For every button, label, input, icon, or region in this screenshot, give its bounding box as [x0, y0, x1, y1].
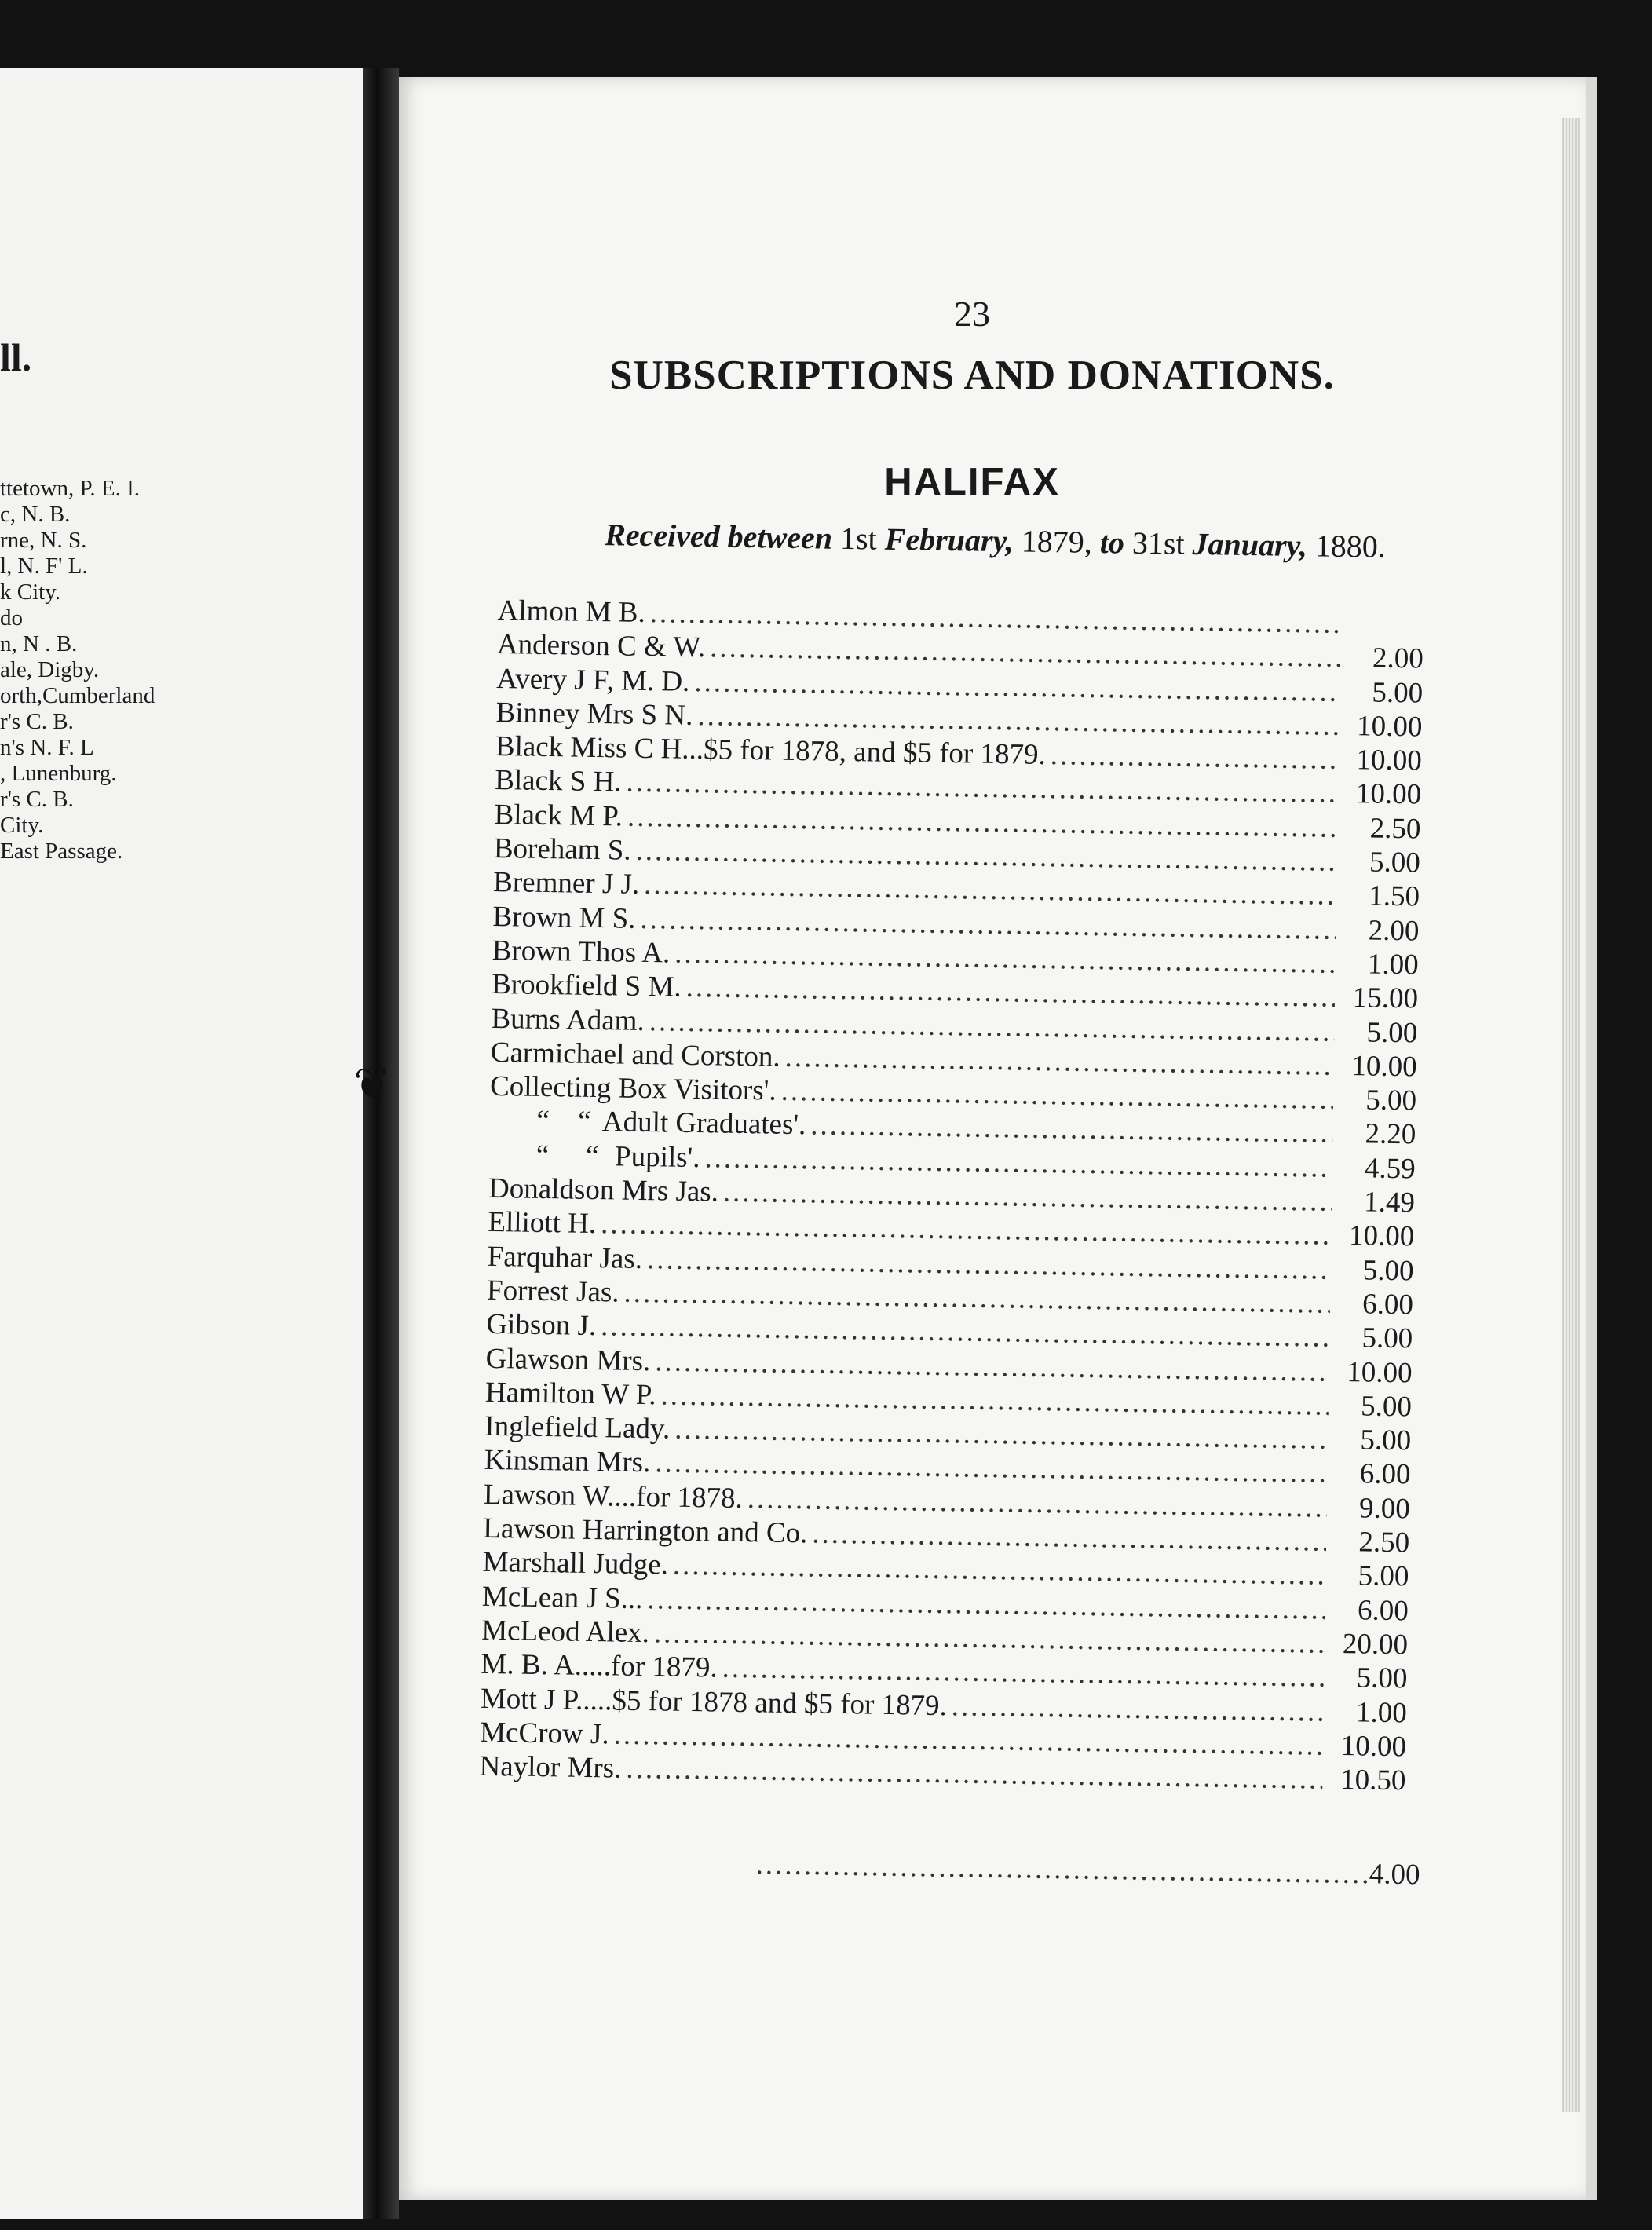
left-page-line: do	[0, 605, 23, 631]
left-page-line: orth,Cumberland	[0, 683, 155, 708]
subscriber-name: McLean J S...	[481, 1580, 643, 1615]
subscriber-name: Boreham S.	[493, 832, 631, 867]
subscription-amount: 2.20	[1365, 1117, 1416, 1151]
left-page-line: rne, N. S.	[0, 528, 87, 553]
subscription-amount: 5.00	[1361, 1322, 1413, 1355]
received-from-year: 1879,	[1021, 523, 1093, 560]
subscriber-name: Almon M B.	[497, 594, 646, 629]
subscription-amount: 6.00	[1361, 1288, 1414, 1322]
subscription-amount: 1.50	[1369, 879, 1420, 913]
received-from-month: February,	[884, 521, 1014, 559]
subscription-amount: 10.00	[1351, 1050, 1417, 1084]
subscription-amount: 10.00	[1356, 744, 1423, 777]
left-page-line: City.	[0, 813, 44, 838]
subscriber-name: Carmichael and Corston.	[490, 1036, 780, 1073]
subscription-amount: 5.00	[1362, 1254, 1414, 1288]
subscription-amount: 6.00	[1357, 1593, 1409, 1627]
subscriber-name: Brookfield S M.	[491, 968, 682, 1003]
left-page-line: n's N. F. L	[0, 735, 94, 760]
subscriber-name: McCrow J.	[479, 1716, 609, 1751]
subscription-amount: 5.00	[1372, 676, 1424, 710]
received-joiner: to	[1099, 525, 1125, 561]
subscriber-name: Black S H.	[494, 764, 622, 799]
subscriber-name: McLeod Alex.	[481, 1614, 650, 1650]
subscriber-name: Inglefield Lady.	[484, 1409, 671, 1446]
left-page-line: r's C. B.	[0, 787, 74, 812]
left-page-line: l, N. F' L.	[0, 554, 88, 579]
subscriber-name: Donaldson Mrs Jas.	[488, 1172, 719, 1208]
page-block-edge	[1562, 118, 1580, 2112]
subscription-amount: 5.00	[1358, 1559, 1409, 1593]
binding-thread-icon: ❦	[353, 1058, 391, 1110]
subscription-list	[479, 594, 1424, 1798]
received-to-year: 1880.	[1314, 528, 1387, 565]
page-number: 23	[954, 294, 990, 334]
left-page-line: n, N . B.	[0, 631, 78, 656]
ditto-mark: “	[577, 1106, 591, 1139]
subscription-amount: 2.00	[1368, 914, 1420, 948]
subscriber-name: Brown Thos A.	[492, 934, 671, 970]
subscription-amount: 6.00	[1359, 1457, 1411, 1491]
subscriber-name: Adult Graduates'.	[601, 1106, 806, 1142]
right-page	[399, 77, 1597, 2200]
list-item	[755, 1848, 1420, 1892]
subscriber-name: Glawson Mrs.	[485, 1342, 651, 1377]
left-facing-page	[0, 68, 363, 2219]
subscriber-name: Collecting Box Visitors'.	[489, 1070, 777, 1107]
received-to-date: 31st	[1131, 525, 1185, 561]
dot-leader	[755, 1848, 1369, 1891]
subscriber-name: Elliott H.	[488, 1206, 597, 1241]
subscriber-name: Lawson W....for 1878.	[483, 1478, 744, 1515]
left-page-heading: ll.	[0, 335, 32, 379]
subscriber-name: Kinsman Mrs.	[484, 1444, 651, 1479]
left-page-line: k City.	[0, 579, 61, 605]
subscription-amount: 20.00	[1342, 1627, 1409, 1662]
left-page-line: c, N. B.	[0, 502, 71, 527]
left-page-list	[0, 476, 155, 865]
dot-leader	[952, 1689, 1325, 1729]
subscription-amount: 4.59	[1364, 1152, 1416, 1186]
dot-leader	[1050, 738, 1339, 777]
subscriber-name: Naylor Mrs.	[479, 1749, 622, 1785]
book-gutter	[363, 68, 399, 2219]
subscriber-name: Hamilton W P.	[484, 1376, 656, 1412]
subscriber-name: Avery J F, M. D.	[495, 662, 690, 698]
subscription-amount: 15.00	[1352, 982, 1419, 1015]
subscription-amount: 10.00	[1348, 1219, 1415, 1253]
subscription-amount: 5.00	[1356, 1662, 1408, 1695]
subscriber-name: Burns Adam.	[491, 1002, 645, 1037]
subscription-amount: 1.49	[1363, 1186, 1416, 1219]
ditto-mark: “	[585, 1139, 599, 1172]
subscriber-name: Bremner J J.	[492, 866, 640, 901]
subscription-amount: 4.00	[1369, 1858, 1420, 1892]
left-page-line: , Lunenburg.	[0, 761, 117, 786]
received-from-date: 1st	[839, 520, 878, 557]
subscription-amount: 2.50	[1369, 812, 1421, 846]
section-heading: HALIFAX	[884, 461, 1060, 503]
subscription-amount: 10.00	[1340, 1729, 1407, 1764]
subscriber-name: Farquhar Jas.	[487, 1240, 643, 1275]
subscription-amount: 10.00	[1355, 777, 1422, 811]
received-to-month: January,	[1192, 525, 1308, 564]
page-title: SUBSCRIPTIONS AND DONATIONS.	[609, 353, 1335, 398]
subscription-amount: 9.00	[1358, 1492, 1411, 1526]
subscription-amount: 2.50	[1358, 1526, 1410, 1559]
subscription-amount: 5.00	[1365, 1084, 1417, 1117]
received-period-line	[547, 515, 1443, 566]
subscriber-name: Binney Mrs S N.	[495, 696, 693, 732]
ditto-mark: “	[535, 1139, 550, 1172]
subscriber-name: Mott J P.....$5 for 1878 and $5 for 1879.	[480, 1682, 948, 1722]
subscription-amount: 5.00	[1366, 1016, 1418, 1050]
subscription-amount: 1.00	[1367, 948, 1420, 982]
received-lead: Received between	[604, 517, 833, 556]
subscriber-name: Marshall Judge.	[482, 1546, 669, 1581]
subscriber-name: Lawson Harrington and Co.	[482, 1512, 808, 1550]
left-page-line: East Passage.	[0, 839, 123, 864]
subscriber-name: M. B. A.....for 1879.	[481, 1648, 718, 1684]
subscriber-name: Anderson C & W.	[496, 628, 706, 664]
subscription-amount: 5.00	[1360, 1390, 1413, 1424]
subscription-amount: 10.50	[1340, 1764, 1406, 1797]
subscriber-name: Gibson J.	[486, 1308, 597, 1343]
subscriber-name: Black Miss C H...$5 for 1878, and $5 for 1879.	[495, 730, 1047, 772]
left-page-line: r's C. B.	[0, 709, 74, 734]
subscriber-name: Forrest Jas.	[486, 1274, 620, 1309]
subscription-amount: 1.00	[1355, 1695, 1408, 1729]
subscriber-name: Brown M S.	[492, 900, 636, 935]
subscriber-name: Pupils'.	[614, 1140, 700, 1174]
subscription-amount: 2.00	[1372, 642, 1424, 675]
left-page-line: ttetown, P. E. I.	[0, 476, 141, 501]
left-page-line: ale, Digby.	[0, 657, 100, 682]
subscriber-name: Black M P.	[494, 798, 623, 833]
subscription-amount: 10.00	[1346, 1355, 1413, 1389]
subscription-amount: 10.00	[1356, 710, 1423, 744]
subscription-amount: 5.00	[1369, 846, 1421, 879]
subscription-amount: 5.00	[1360, 1424, 1412, 1457]
ditto-mark: “	[536, 1105, 550, 1138]
subscription-amount	[1345, 633, 1424, 634]
